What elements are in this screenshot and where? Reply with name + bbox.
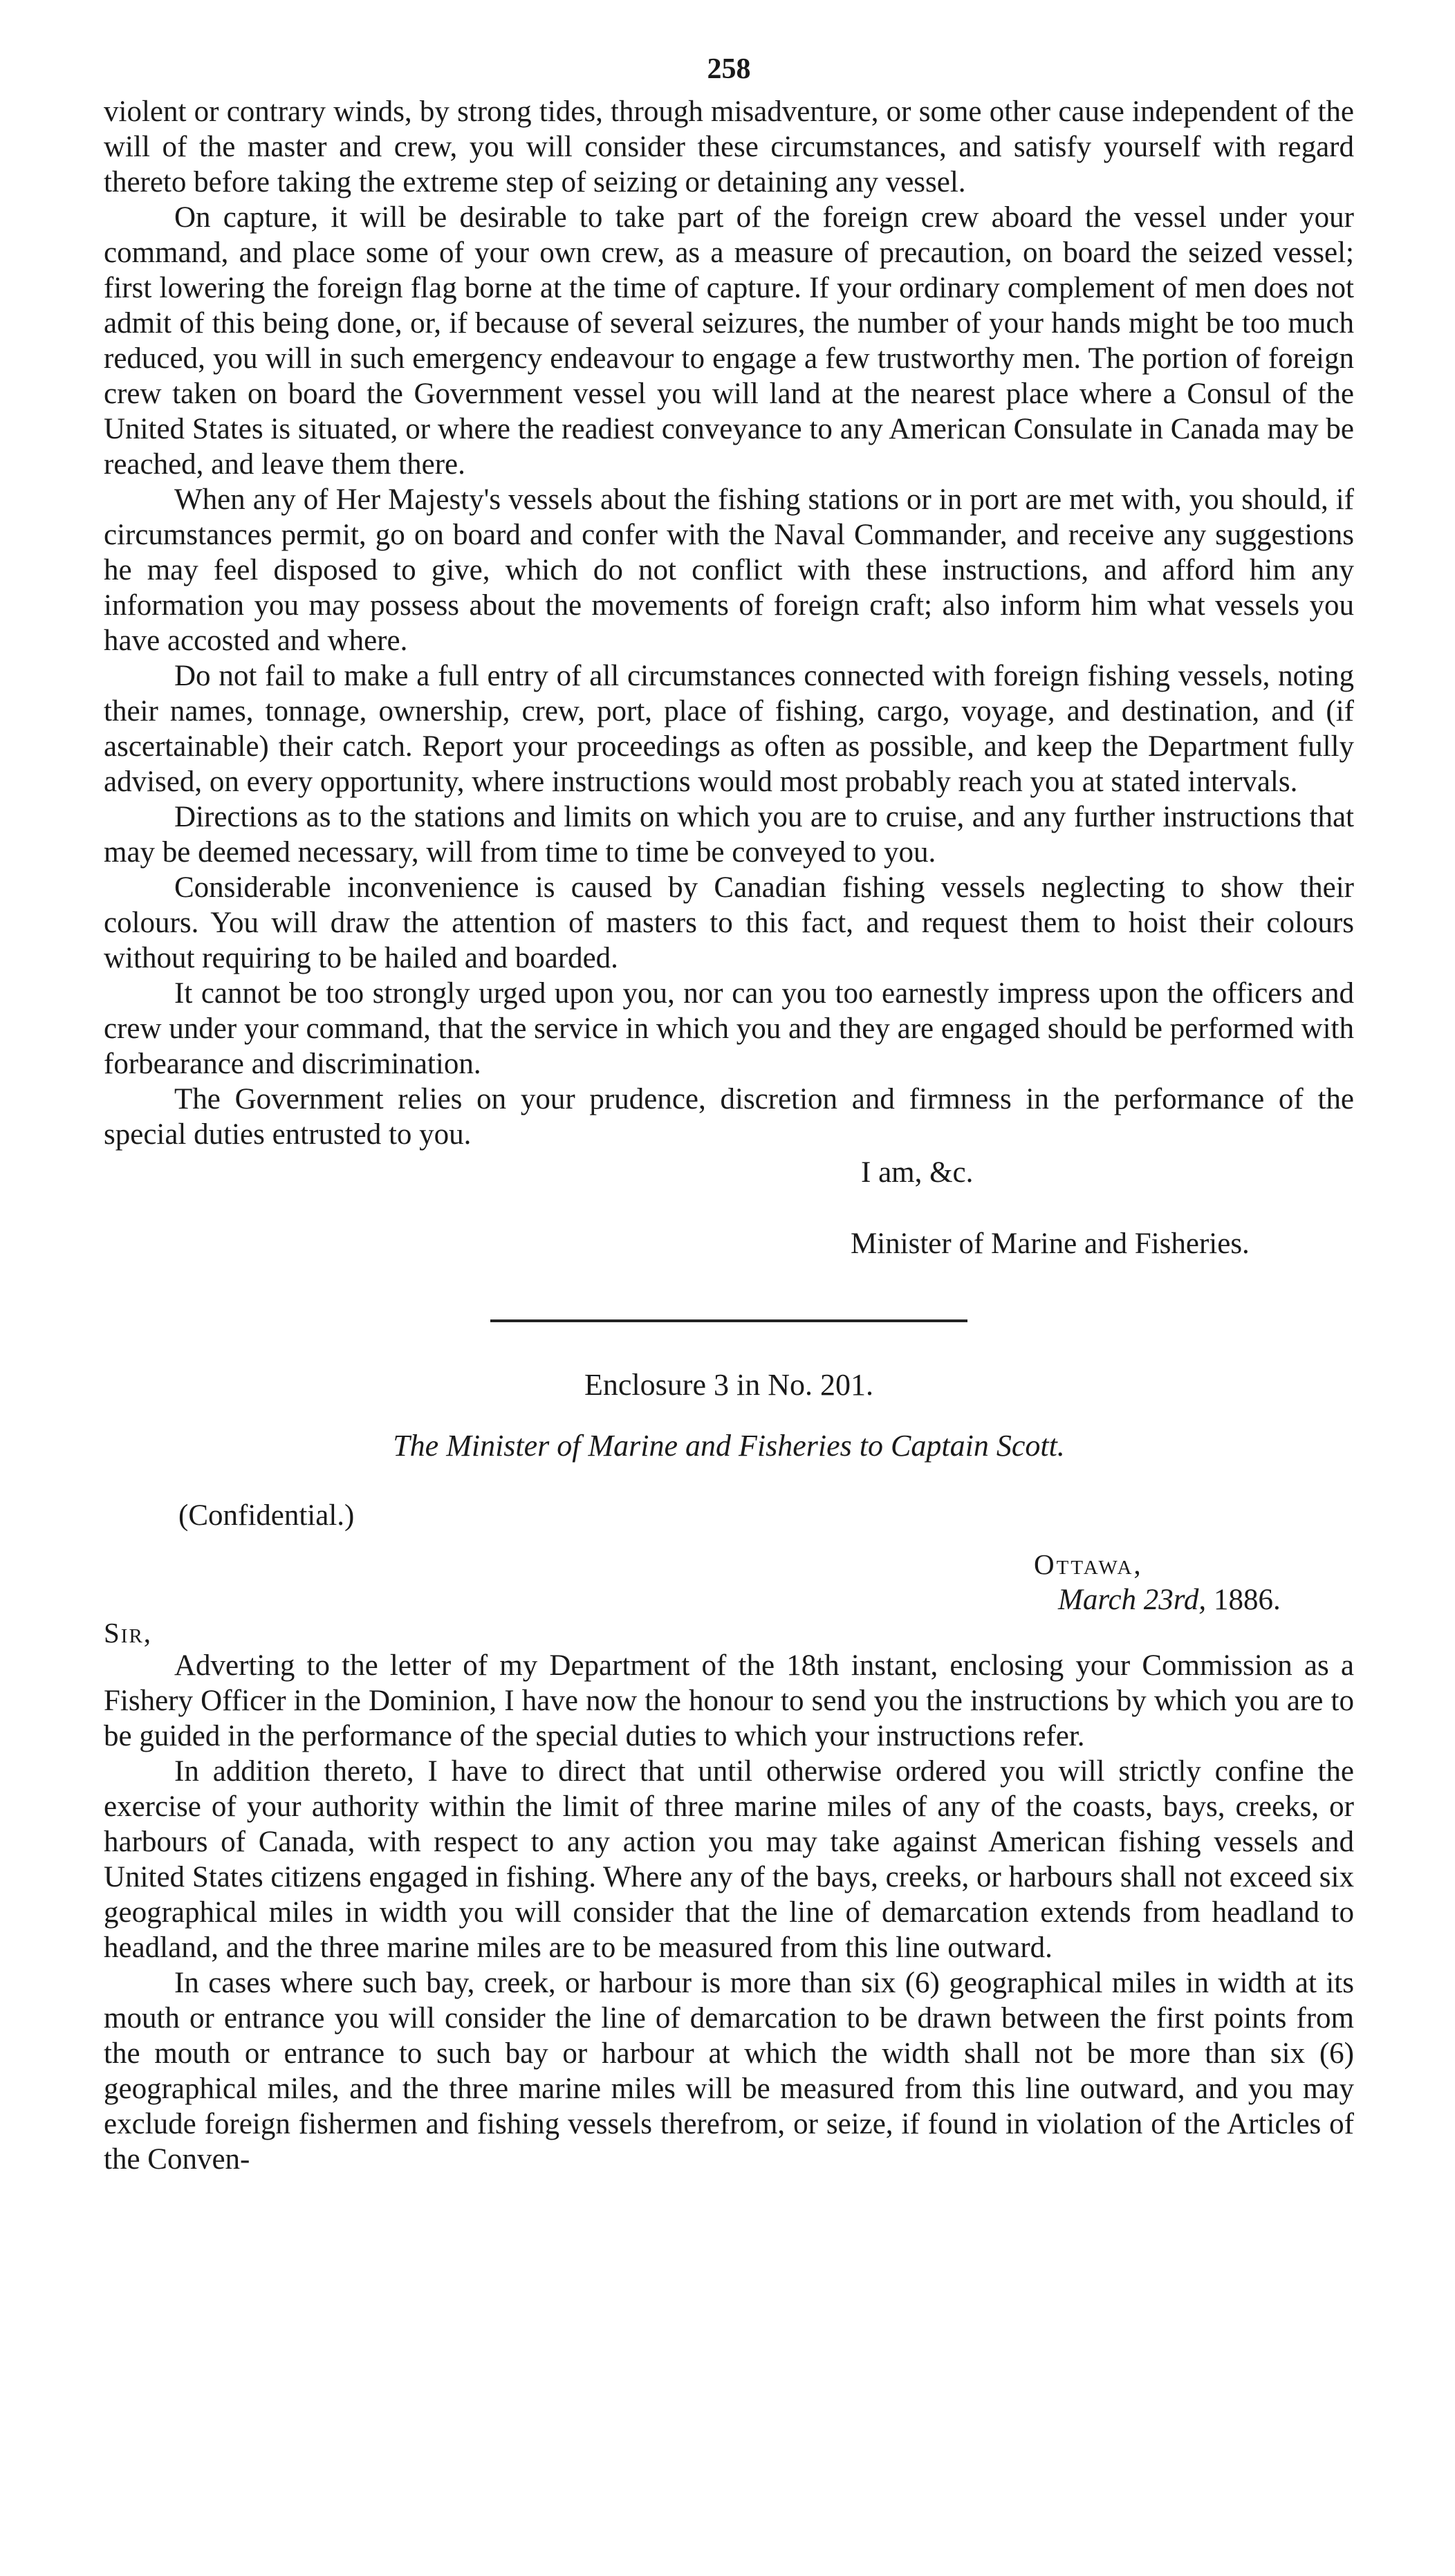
paragraph-adverting: Adverting to the letter of my Department of the 18th instant, enclosing your Commission as a Fishery Officer in the Dominion, I have now the honour to send you the instructions by which you are to be guided in the performance of the special duties to which your instructions refer.: [104, 1649, 1354, 1752]
paragraph-forbearance: It cannot be too strongly urged upon you, nor can you too earnestly impress upon the officers and crew under your command, that the service in which you and they are engaged should be performed with forbearance and discrimination.: [104, 977, 1354, 1080]
letter-title: The Minister of Marine and Fisheries to Captain Scott.: [393, 1429, 1065, 1463]
paragraph-continuation: violent or contrary winds, by strong tides, through misadventure, or some other cause independent of the will of the master and crew, you will consider these circumstances, and satisfy yourself with regard thereto before taking the extreme step of seizing or detaining any vessel.: [104, 95, 1354, 198]
letter-date-year: 1886.: [1206, 1584, 1281, 1616]
letter-date-day: March 23rd,: [1058, 1584, 1207, 1616]
enclosure-heading: Enclosure 3 in No. 201.: [584, 1368, 873, 1402]
paragraph-capture: On capture, it will be desirable to take part of the foreign crew aboard the vessel under your command, and place some of your own crew, as a measure of precaution, on board the seized vessel; first lowering the foreign flag borne at the time of capture. If your ordinary complement of men does not admit of this being done, or, if because of several seizures, the number of your hands might be too much reduced, you will in such emergency endeavour to engage a few trustworthy men. The portion of foreign crew taken on board the Government vessel you will land at the nearest place where a Consul of the United States is situated, or where the readiest conveyance to any American Consulate in Canada may be reached, and leave them there.: [104, 201, 1354, 481]
paragraph-entry-records: Do not fail to make a full entry of all circumstances connected with foreign fishing vessels, noting their names, tonnage, ownership, crew, port, place of fishing, cargo, voyage, and destination, and (if ascertainable) their catch. Report your proceedings as often as possible, and keep the Department fully advised, on every opportunity, where instructions would most probably reach you at stated intervals.: [104, 660, 1354, 798]
paragraph-government-relies: The Government relies on your prudence, discretion and firmness in the performance of the special duties entrusted to you.: [104, 1083, 1354, 1151]
letter-closing: I am, &c.: [861, 1156, 974, 1189]
confidential-note: (Confidential.): [178, 1499, 355, 1532]
document-page: [104, 48, 1354, 2177]
paragraph-directions: Directions as to the stations and limits on which you are to cruise, and any further instructions that may be deemed necessary, will from time to time be conveyed to you.: [104, 801, 1354, 869]
salutation: Sir,: [104, 1617, 153, 1649]
letter-signature: Minister of Marine and Fisheries.: [851, 1227, 1250, 1260]
letter-date: [1058, 1582, 1354, 1618]
paragraph-colours: Considerable inconvenience is caused by Canadian fishing vessels neglecting to show their colours. You will draw the attention of masters to this fact, and request them to hoist their colours without requiring to be hailed and boarded.: [104, 871, 1354, 974]
section-divider: [490, 1319, 967, 1322]
page-number: 258: [707, 53, 751, 85]
paragraph-naval-vessels: When any of Her Majesty's vessels about the fishing stations or in port are met with, you should, if circumstances permit, go on board and confer with the Naval Commander, and receive any suggestions he may feel disposed to give, which do not conflict with these instructions, and afford him any information you may possess about the movements of foreign craft; also inform him what vessels you have accosted and where.: [104, 483, 1354, 657]
letter-place: Ottawa,: [1034, 1548, 1143, 1580]
paragraph-bay-width: In cases where such bay, creek, or harbour is more than six (6) geographical miles in width at its mouth or entrance you will consider the line of demarcation to be drawn between the first points from the mouth or entrance to such bay or harbour at which the width shall not be more than six (6) geographical miles, and the three marine miles will be measured from this line outward, and you may exclude foreign fishermen and fishing vessels therefrom, or seize, if found in violation of the Articles of the Conven-: [104, 1967, 1354, 2176]
paragraph-three-mile-limit: In addition thereto, I have to direct that until otherwise ordered you will strictly confine the exercise of your authority within the limit of three marine miles of any of the coasts, bays, creeks, or harbours of Canada, with respect to any action you may take against American fishing vessels and United States citizens engaged in fishing. Where any of the bays, creeks, or harbours shall not exceed six geographical miles in width you will consider that the line of demarcation extends from headland to headland, and the three marine miles are to be measured from this line outward.: [104, 1755, 1354, 1964]
